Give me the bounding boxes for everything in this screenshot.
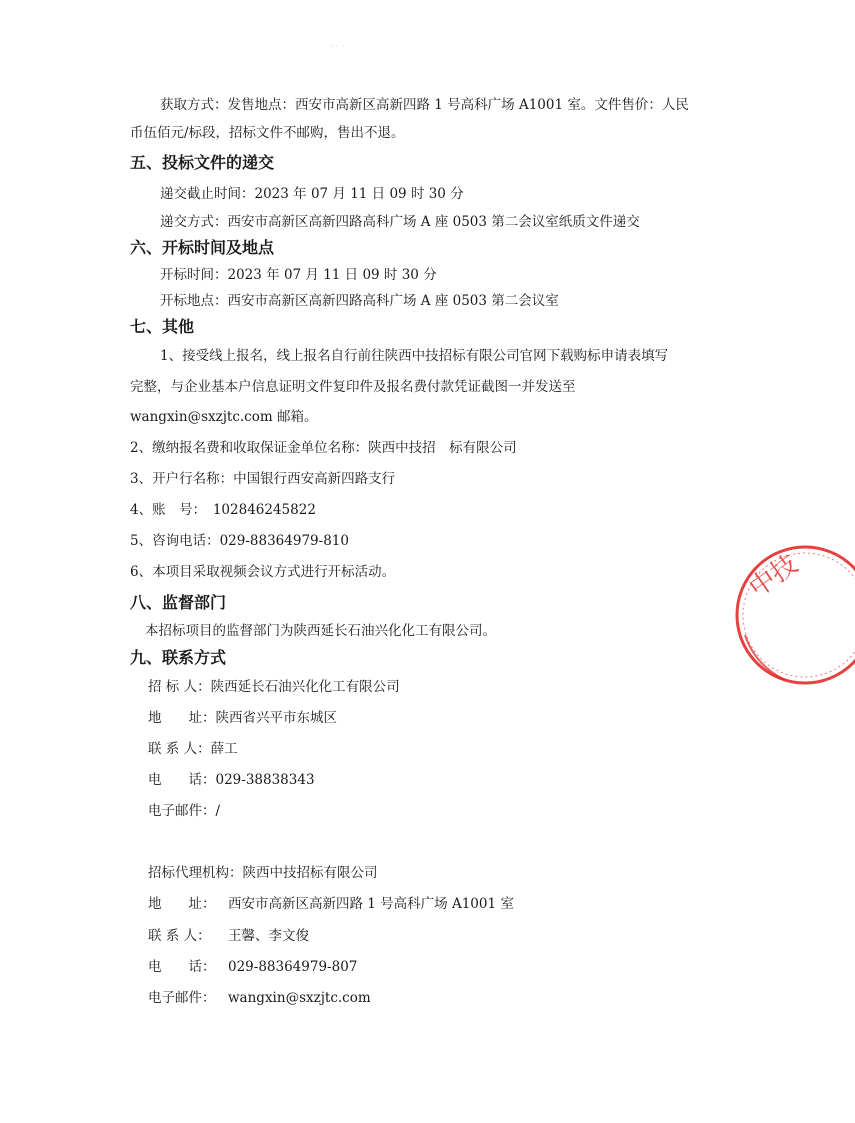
opening-place: 开标地点：西安市高新区高新四路高科广场 A 座 0503 第二会议室	[160, 293, 559, 309]
agency-address-row	[148, 895, 514, 913]
seal-lettering: 中技	[743, 549, 804, 604]
tenderer-phone-value: 029-38838343	[215, 772, 315, 788]
tenderer-email-label: 电子邮件：	[148, 803, 216, 819]
tenderer-person-label: 联 系 人：	[148, 741, 211, 757]
tenderer-email-value: /	[215, 803, 221, 819]
obtain-line-2: 币伍佰元/标段，招标文件不邮购，售出不退。	[130, 125, 405, 141]
submission-deadline: 递交截止时间：2023 年 07 月 11 日 09 时 30 分	[160, 186, 464, 202]
tenderer-person-value: 薛工	[210, 741, 238, 757]
agency-address-value: 西安市高新区高新四路 1 号高科广场 A1001 室	[228, 896, 514, 912]
other-item-4: 4、账 号： 102846245822	[130, 502, 316, 518]
tenderer-org-label: 招 标 人：	[148, 679, 211, 695]
tenderer-email-row	[148, 802, 220, 820]
tenderer-phone-label: 电 话：	[148, 772, 216, 788]
agency-org-label: 招标代理机构：	[148, 865, 243, 881]
tenderer-address-label: 地 址：	[148, 710, 216, 726]
section-heading-8: 八、监督部门	[130, 593, 227, 612]
tenderer-org-row	[148, 678, 400, 696]
other-item-1-line-2: 完整，与企业基本户信息证明文件复印件及报名费付款凭证截图一并发送至	[130, 379, 576, 395]
obtain-line-1: 获取方式：发售地点：西安市高新区高新四路 1 号高科广场 A1001 室。文件售价：人民	[160, 97, 689, 113]
other-item-6: 6、本项目采取视频会议方式进行开标活动。	[130, 564, 396, 580]
agency-org-value: 陕西中技招标有限公司	[242, 865, 378, 881]
section-heading-6: 六、开标时间及地点	[130, 238, 275, 257]
agency-email-row	[148, 989, 371, 1007]
section-heading-9: 九、联系方式	[130, 648, 227, 667]
other-item-2: 2、缴纳报名费和收取保证金单位名称：陕西中技招 标有限公司	[130, 440, 517, 456]
agency-person-label: 联 系 人：	[148, 928, 211, 944]
supervision-text: 本招标项目的监督部门为陕西延长石油兴化化工有限公司。	[145, 623, 496, 639]
agency-person-value: 王馨、李文俊	[228, 928, 309, 944]
submission-method: 递交方式：西安市高新区高新四路高科广场 A 座 0503 第二会议室纸质文件递交	[160, 214, 640, 230]
agency-phone-row	[148, 958, 357, 976]
agency-person-row	[148, 927, 309, 945]
other-item-1-line-1: 1、接受线上报名，线上报名自行前往陕西中技招标有限公司官网下载购标申请表填写	[160, 348, 669, 364]
agency-phone-value: 029-88364979-807	[228, 959, 358, 975]
tenderer-phone-row	[148, 771, 315, 789]
tenderer-address-value: 陕西省兴平市东城区	[215, 710, 337, 726]
agency-address-label: 地 址：	[148, 896, 216, 912]
agency-email-value: wangxin@sxzjtc.com	[228, 990, 371, 1006]
other-item-5: 5、咨询电话：029-88364979-810	[130, 533, 349, 549]
agency-email-label: 电子邮件：	[148, 990, 216, 1006]
opening-time: 开标时间：2023 年 07 月 11 日 09 时 30 分	[160, 267, 437, 283]
section-heading-5: 五、投标文件的递交	[130, 153, 275, 172]
tenderer-person-row	[148, 740, 238, 758]
tenderer-address-row	[148, 709, 337, 727]
agency-phone-label: 电 话：	[148, 959, 216, 975]
other-item-3: 3、开户行名称：中国银行西安高新四路支行	[130, 471, 396, 487]
section-heading-7: 七、其他	[130, 317, 195, 336]
company-seal-stamp	[735, 540, 855, 690]
tenderer-org-value: 陕西延长石油兴化化工有限公司	[210, 679, 400, 695]
scan-mark: · · ·	[330, 42, 345, 52]
agency-org-row	[148, 864, 378, 882]
other-item-1-line-3: wangxin@sxzjtc.com 邮箱。	[130, 409, 318, 425]
